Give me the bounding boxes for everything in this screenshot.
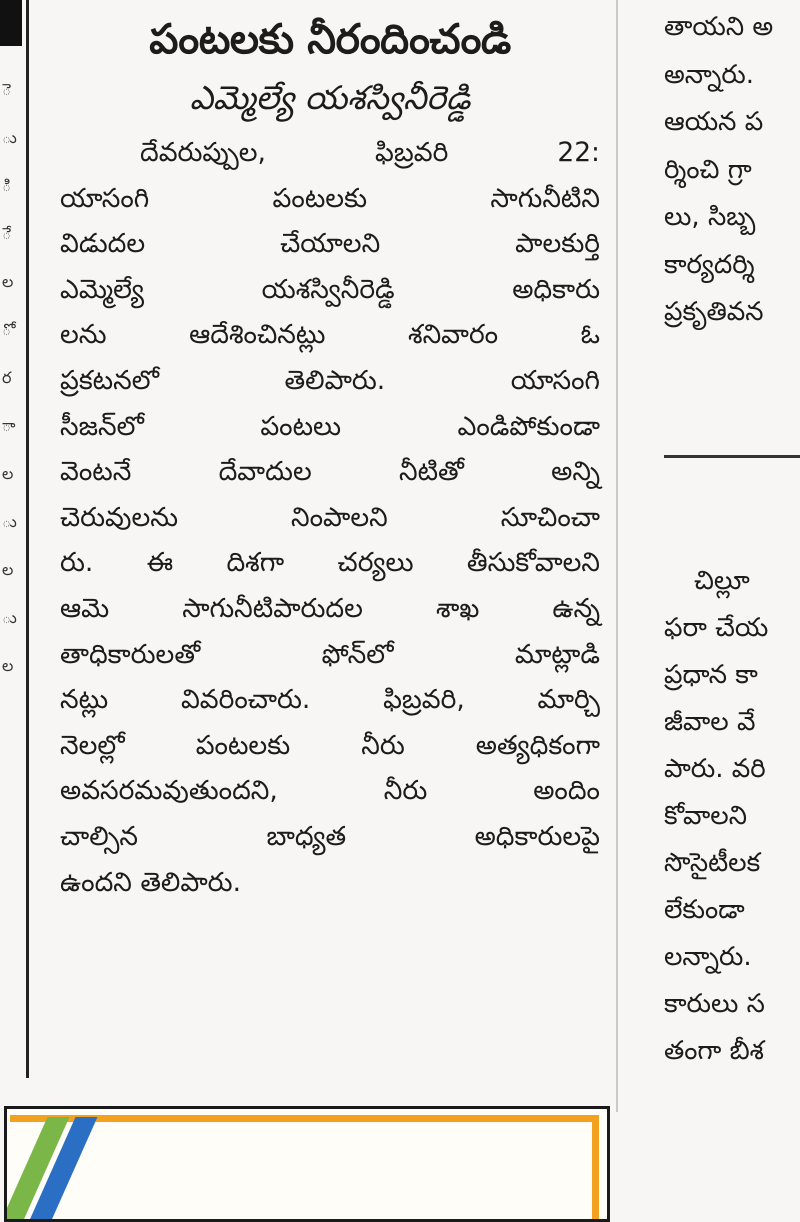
right-column-line: ప్రధాన కా <box>664 660 758 690</box>
article-body-line: దేవరుప్పుల, ఫిబ్రవరి 22: <box>140 137 600 168</box>
right-column-line: లేకుండా <box>664 895 745 925</box>
article-body-line: నట్లు వివరించారు. ఫిబ్రవరి, మార్చి <box>60 684 600 716</box>
left-fragment: ర <box>2 368 12 387</box>
left-fragment: ో <box>2 320 12 339</box>
advertisement-banner <box>4 1106 610 1222</box>
article-body-line: నెలల్లో పంటలకు నీరు అత్యధికంగా <box>60 729 600 761</box>
column-border <box>26 0 29 1078</box>
article-body-line: తాధికారులతో ఫోన్‌లో మాట్లాడి <box>60 638 600 670</box>
right-column-line: ప్రకృతివన <box>664 297 764 327</box>
article-body-line: ప్రకటనలో తెలిపారు. యాసంగి <box>60 364 600 396</box>
adjacent-column-right <box>664 0 800 1208</box>
right-column-line: కార్యదర్శి <box>664 249 755 280</box>
left-fragment: ె <box>2 80 12 99</box>
left-fragment: ల <box>2 560 14 579</box>
left-fragment: ు <box>2 608 17 627</box>
right-column-line: తంగా బీశ <box>664 1036 764 1066</box>
article-body-line: ఆమె సాగునీటిపారుదల శాఖ ఉన్న <box>60 592 600 624</box>
article-body-line: లను ఆదేశించినట్లు శనివారం ఓ <box>60 319 600 351</box>
main-article <box>60 0 600 905</box>
article-body-line: రు. ఈ దిశగా చర్యలు తీసుకోవాలని <box>60 547 600 579</box>
left-fragment: ల <box>2 464 14 483</box>
right-column-line: చిల్లూ <box>694 566 750 596</box>
section-rule <box>664 455 800 458</box>
adjacent-column-left <box>0 0 38 1078</box>
article-body-line: యాసంగి పంటలకు సాగునీటిని <box>60 182 600 214</box>
right-column-line: ఫరా చేయ <box>664 613 769 643</box>
article-body <box>60 130 600 905</box>
article-body-line: సీజన్‌లో పంటలు ఎండిపోకుండా <box>60 410 600 442</box>
article-body-line: అవసరమవుతుందని, నీరు అందిం <box>60 775 600 807</box>
article-headline: పంటలకు నీరందించండి <box>149 15 511 63</box>
left-fragment: ి <box>2 176 12 195</box>
article-body-line: ఎమ్మెల్యే యశస్వినీరెడ్డి అధికారు <box>60 273 600 305</box>
right-column-line: సొసైటీలక <box>664 848 761 878</box>
left-fragment: ల <box>2 272 14 291</box>
left-fragment: ే <box>2 224 12 243</box>
article-subheadline: ఎమ్మెల్యే యశస్వినీరెడ్డి <box>189 78 471 117</box>
right-column-line: జీవాల వే <box>664 707 756 737</box>
right-column-line: పారు. వరి <box>664 754 766 784</box>
dark-header-block <box>0 0 22 46</box>
left-fragment: ా <box>2 416 16 435</box>
article-body-line: విడుదల చేయాలని పాలకుర్తి <box>60 228 600 260</box>
article-body-line: చాల్సిన బాధ్యత అధికారులపై <box>60 820 600 852</box>
left-fragment: ల <box>2 656 14 675</box>
ad-border-band <box>10 1115 599 1222</box>
column-divider <box>616 0 618 1112</box>
left-fragment: ు <box>2 512 17 531</box>
article-body-line: చెరువులను నింపాలని సూచించా <box>60 501 600 533</box>
article-body-line: ఉందని తెలిపారు. <box>60 866 241 898</box>
right-column-line: లన్నారు. <box>664 942 752 972</box>
left-fragment: ు <box>2 128 17 147</box>
right-column-line: ర్శించి గ్రా <box>664 154 752 185</box>
article-body-line: వెంటనే దేవాదుల నీటితో అన్ని <box>60 456 600 488</box>
right-column-line: కారులు స <box>664 989 765 1019</box>
right-column-line: అన్నారు. <box>664 59 755 90</box>
right-column-line: తాయని అ <box>664 12 774 42</box>
right-column-line: ఆయన ప <box>664 107 764 137</box>
right-column-line: లు, సిబ్బ <box>664 202 756 232</box>
right-column-line: కోవాలని <box>664 801 747 831</box>
